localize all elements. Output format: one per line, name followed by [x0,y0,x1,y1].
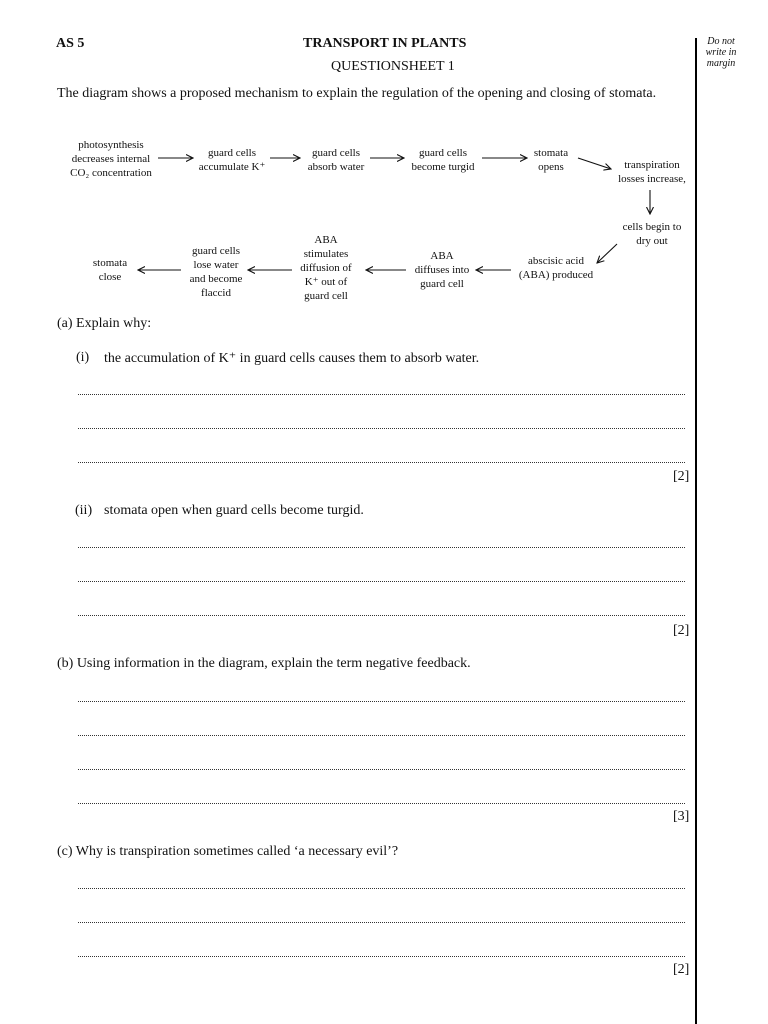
node-line: opens [538,161,564,173]
answer-line[interactable] [78,394,685,395]
margin-note-line: write in [705,47,737,58]
answer-line[interactable] [78,735,685,736]
marks-b: [3] [673,809,690,824]
node-line: stomata [92,257,128,269]
node-line: absorb water [307,161,365,173]
question-a-i-number: (i) [76,350,90,365]
arrow-diagonal [578,158,611,169]
intro-text: The diagram shows a proposed mechanism to explain the regulation of the opening and closing of stomata. [57,86,657,101]
answer-line[interactable] [78,547,685,548]
answer-line[interactable] [78,581,685,582]
node-line: dry out [636,235,668,247]
node-line: become turgid [411,161,475,173]
answer-line[interactable] [78,769,685,770]
answer-line[interactable] [78,462,685,463]
node-line: diffuses into [414,264,470,276]
node-line: flaccid [201,287,231,299]
node-line: (ABA) produced [518,269,594,281]
margin-note-line: margin [706,58,736,69]
node-line: ABA [430,250,454,262]
question-a-text: (a) Explain why: [57,316,152,331]
marks-a-ii: [2] [673,623,690,638]
question-a-i-text: the accumulation of K⁺ in guard cells causes them to absorb water. [104,351,480,366]
node-line: guard cells [208,147,256,159]
node-line: CO₂ concentration [70,167,152,179]
node-line: cells begin to [622,221,682,233]
answer-line[interactable] [78,701,685,702]
marks-a-i: [2] [673,469,690,484]
node-line: guard cell [304,290,348,302]
node-line: stomata [533,147,569,159]
question-c-text: (c) Why is transpiration sometimes called ‘a necessary evil’? [57,844,399,859]
page-subtitle: QUESTIONSHEET 1 [331,59,455,74]
node-line: close [98,271,122,283]
marks-c: [2] [673,962,690,977]
question-b-text: (b) Using information in the diagram, explain the term negative feedback. [57,656,471,671]
node-line: abscisic acid [528,255,584,267]
answer-line[interactable] [78,956,685,957]
answer-line[interactable] [78,888,685,889]
diagram-arrows [0,0,768,320]
answer-line[interactable] [78,615,685,616]
node-line: diffusion of [300,262,352,274]
margin-note-line: Do not [707,36,735,47]
answer-line[interactable] [78,428,685,429]
page-title: TRANSPORT IN PLANTS [303,36,467,51]
node-line: transpiration [624,159,680,171]
node-line: K⁺ out of [304,276,348,288]
arrow-diagonal [597,244,617,263]
question-a-ii-text: stomata open when guard cells become turgid. [104,503,364,518]
node-line: lose water [193,259,239,271]
node-line: guard cells [192,245,240,257]
node-line: guard cells [312,147,360,159]
node-line: ABA [314,234,338,246]
sheet-code: AS 5 [56,36,85,51]
node-line: guard cell [420,278,464,290]
answer-line[interactable] [78,922,685,923]
answer-line[interactable] [78,803,685,804]
node-line: accumulate K⁺ [198,161,266,173]
node-line: stimulates [303,248,349,260]
node-line: decreases internal [71,153,151,165]
node-line: losses increase, [618,173,686,185]
question-a-ii-number: (ii) [75,503,93,518]
node-line: photosynthesis [78,139,144,151]
node-line: guard cells [419,147,467,159]
node-line: and become [189,273,243,285]
